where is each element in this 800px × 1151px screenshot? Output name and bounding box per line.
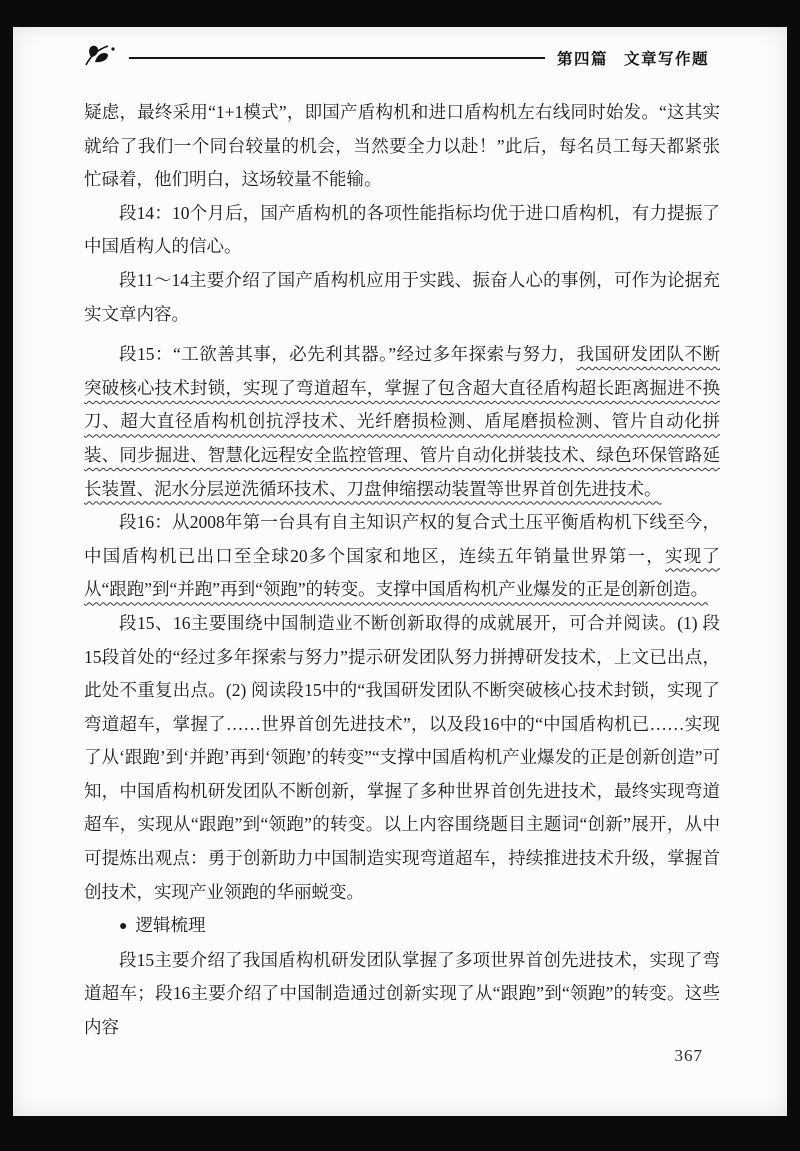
- paragraph-text: 段15、16主要围绕中国制造业不断创新取得的成就展开，可合并阅读。(1) 段15段首处的“经过多年探索与努力”提示研发团队努力拼搏研发技术，上文已出点，此处不重复出点。(2) 阅读段15中的“我国研发团队不断突破核心技术封锁，实现了弯道超车，掌握了……世界首创先进技术”，以及段16中的“中国盾构机已……实现了从‘跟跑’到‘并跑’再到‘领跑’的转变”“支撑中国盾构机产业爆发的正是创新创造”可知，中国盾构机研发团队不断创新，掌握了多种世界首创先进技术，最终实现弯道超车，实现从“跟跑”到“领跑”的转变。以上内容围绕题目主题词“创新”展开，从中可提炼出观点：勇于创新助力中国制造实现弯道超车，持续推进技术升级，掌握首创技术，实现产业领跑的华丽蜕变。: [84, 612, 720, 902]
- running-head-section: 第四篇: [556, 51, 608, 68]
- paragraph-text: 段15主要介绍了我国盾构机研发团队掌握了多项世界首创先进技术，实现了弯道超车；段16主要介绍了中国制造通过创新实现了从“跟跑”到“领跑”的转变。这些内容: [84, 949, 720, 1038]
- paragraph-logic-summary: [84, 944, 720, 1045]
- logic-heading: [84, 909, 720, 944]
- paragraph-duan15: [84, 338, 720, 506]
- page-header: [81, 40, 709, 76]
- paragraph-text: 段16：从2008年第一台具有自主知识产权的复合式土压平衡盾构机下线至今，中国盾构机已出口至全球20多个国家和地区，连续五年销量世界第一，: [84, 512, 720, 566]
- paragraph-text: 段11～14主要介绍了国产盾构机应用于实践、振奋人心的事例，可作为论据充实文章内容。: [84, 269, 720, 324]
- paragraph-text: 疑虑，最终采用“1+1模式”，即国产盾构机和进口盾构机左右线同时始发。“这其实就给了我们一个同台较量的机会，当然要全力以赴！”此后，每名员工每天都紧张忙碌着，他们明白，这场较量不能输。: [84, 102, 720, 190]
- emphasized-text: 掌握了包含超大直径盾构超长距离掘进不换刀、超大直径盾构机创抗浮技术、光纤磨损检测、盾尾磨损检测、管片自动化拼装、同步掘进、智慧化远程安全监控管理、管片自动化拼装技术、绿色环保管路延长装置、泥水分层逆洗循环技术、刀盘伸缩摆动装置等世界首创先进技术。: [84, 377, 721, 499]
- paragraph-text: 段15：“工欲善其事，必先利其器。”经过多年探索与努力，: [119, 344, 577, 365]
- emphasized-text: 实现了从“跟跑”到“并跑”再到“领跑”的转变。支撑中国盾构机产业爆发的正是创新创造。: [84, 545, 721, 600]
- paragraph-duan15-16-analysis: [84, 607, 720, 909]
- paragraph-duan16: [84, 506, 720, 607]
- leaf-ornament-icon: [81, 42, 117, 75]
- running-head-title: 文章写作题: [623, 51, 709, 68]
- running-head: [557, 47, 709, 69]
- bullet-icon: ●: [119, 919, 128, 935]
- logic-heading-label: 逻辑梳理: [135, 915, 206, 936]
- page-body: [84, 96, 720, 1045]
- scanned-page: [13, 27, 787, 1116]
- paragraph-continuation: [84, 96, 720, 197]
- paragraph-duan11-14-summary: [84, 264, 720, 331]
- paragraph-duan14: [84, 197, 720, 264]
- paragraph-text: 段14：10个月后，国产盾构机的各项性能指标均优于进口盾构机，有力提振了中国盾构人的信心。: [84, 202, 720, 257]
- page-number: 367: [674, 1046, 703, 1065]
- header-divider-line: [129, 57, 545, 59]
- emphasized-text: 我国研发团队不断突破核心技术封锁，实现了弯道超车，: [84, 344, 720, 398]
